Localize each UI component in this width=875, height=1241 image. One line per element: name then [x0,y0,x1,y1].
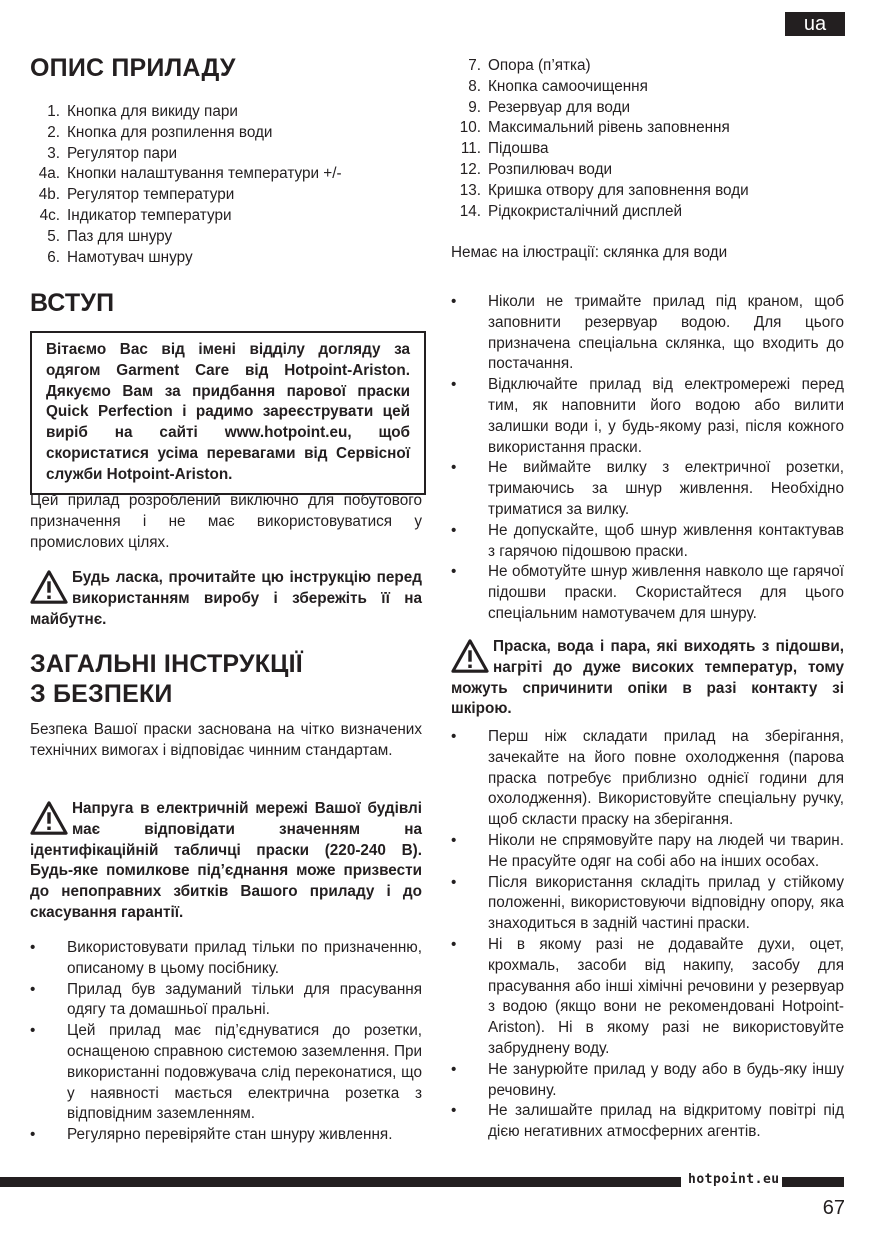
list-item: • Після використання складіть прилад у стійкому положенні, використовуючи відповідну опору, яка знаходиться в задній частині праски. [451,873,844,935]
warning-icon [451,638,489,674]
list-item: • Використовувати прилад тільки по призначенню, описаному в цьому посібнику. [30,938,422,980]
list-item: 8. Кнопка самоочищення [468,77,648,95]
footer-bar [782,1177,844,1187]
list-item: 3. Регулятор пари [47,144,178,162]
heading-safety-line-2: З БЕЗПЕКИ [30,680,173,708]
warning-icon [30,800,68,836]
list-item: 4c. Індикатор температури [39,206,232,224]
list-item: • Не виймайте вилку з електричної розетки, тримаючись за шнур живлення. Необхідно триматися за вилку. [451,458,844,520]
list-item: • Відключайте прилад від електромережі перед тим, як наповнити його водою або вилити залишки води і, у будь-якому разі, після кожного використання праски. [451,375,844,458]
heading-safety-line-1: ЗАГАЛЬНІ ІНСТРУКЦІЇ [30,650,303,678]
language-tag: ua [785,12,845,36]
list-item: • Ніколи не тримайте прилад під краном, щоб заповнити резервуар водою. Для цього призначена спеціальна склянка, що входить до постачання. [451,292,844,375]
list-item: • Регулярно перевіряйте стан шнуру живлення. [30,1125,422,1146]
safety-bullets-right-2 [451,727,844,1143]
list-item: 11. Підошва [460,140,549,158]
list-item: 7. Опора (п’ятка) [468,57,591,74]
list-item: • Не занурюйте прилад у воду або в будь-яку іншу речовину. [451,1060,844,1102]
list-item: • Не залишайте прилад на відкритому повітрі під дією негативних атмосферних агентів. [451,1101,844,1143]
warning-icon [30,569,68,605]
list-item: • Ніколи не спрямовуйте пару на людей чи тварин. Не прасуйте одяг на собі або на інших особах. [451,831,844,873]
heading-parts: ОПИС ПРИЛАДУ [30,54,236,82]
heading-intro: ВСТУП [30,289,115,317]
warning-read-instructions: Будь ласка, прочитайте цю інструкцію перед використанням виробу і збережіть її на майбутнє. [30,569,422,628]
safety-bullets-left [30,938,422,1146]
list-item: 1. Кнопка для викиду пари [47,103,238,120]
list-item: 13. Кришка отвору для заповнення води [459,181,749,199]
list-item: 6. Намотувач шнуру [47,248,193,266]
warning-hot-surface: Праска, вода і пара, які виходять з підошви, нагріті до дуже високих температур, тому можуть спричинити опіки в разі контакту зі шкірою. [451,638,844,718]
safety-intro-paragraph: Безпека Вашої праски заснована на чітко визначених технічних вимогах і відповідає чинним стандартам. [30,721,422,759]
list-item: 12. Розпилювач води [459,160,613,178]
list-item: 10. Максимальний рівень заповнення [459,119,730,137]
list-item: 9. Резервуар для води [468,98,631,116]
parts-list-left [30,102,342,268]
list-item: • Ні в якому разі не додавайте духи, оцет, крохмаль, засоби від накипу, засобу для прасування або інші хімічні речовини у резервуар з водою (якщо вони не рекомендовані Hotpoint- Ariston). Ні в якому разі не використовуйте забруднену воду. [451,935,844,1060]
list-item: • Цей прилад має під’єднуватися до розетки, оснащеною справною системою заземлення. При використанні подовжувача слід переконатися, що у наявності мається електрична розетка з відповідним заземленням. [30,1021,422,1125]
warning-voltage: Напруга в електричній мережі Вашої будівлі має відповідати значенням на ідентифікаційній табличці праски (220-240 В). Будь-яке помилкове під’єднання може призвести до непоправних збитків Вашого приладу і до скасування гарантії. [30,800,422,921]
list-item: 4b. Регулятор температури [38,186,235,204]
brand-logo: hotpoint.eu [688,1172,780,1187]
parts-list-right [451,56,749,222]
not-shown-note: Немає на ілюстрації: склянка для води [451,244,728,261]
page-number: 67 [822,1197,845,1219]
list-item: • Не допускайте, щоб шнур живлення контактував з гарячою підошвою праски. [451,521,844,563]
footer-bar [0,1177,681,1187]
household-paragraph: Цей прилад розроблений виключно для побутового призначення і не має використовуватися у промислових цілях. [30,492,422,551]
welcome-box: Вітаємо Вас від імені відділу догляду за одягом Garment Care від Hotpoint-Ariston. Дякуємо Вам за придбання парової праски Quick Perfection і радимо зареєструвати цей виріб на сайті www.hotpoint.eu, щоб скористатися усіма перевагами від Сервісної служби Hotpoint-Ariston. [30,331,426,495]
list-item: 5. Паз для шнуру [47,227,173,245]
list-item: 4a. Кнопки налаштування температури +/- [38,165,342,183]
list-item: 14. Рідкокристалічний дисплей [459,202,683,220]
list-item: • Прилад був задуманий тільки для прасування одягу та домашньої пральні. [30,980,422,1022]
safety-bullets-right-1 [451,292,844,625]
list-item: • Перш ніж складати прилад на зберігання, зачекайте на його повне охолодження (парова праска потребує приблизно однієї години для охолодження). Використовуйте спеціальну ручку, щоб скласти праску на зберігання. [451,727,844,831]
list-item: • Не обмотуйте шнур живлення навколо ще гарячої підошви праски. Скористайтеся для цього спеціальним намотувачем для шнуру. [451,562,844,624]
list-item: 2. Кнопка для розпилення води [47,123,273,141]
